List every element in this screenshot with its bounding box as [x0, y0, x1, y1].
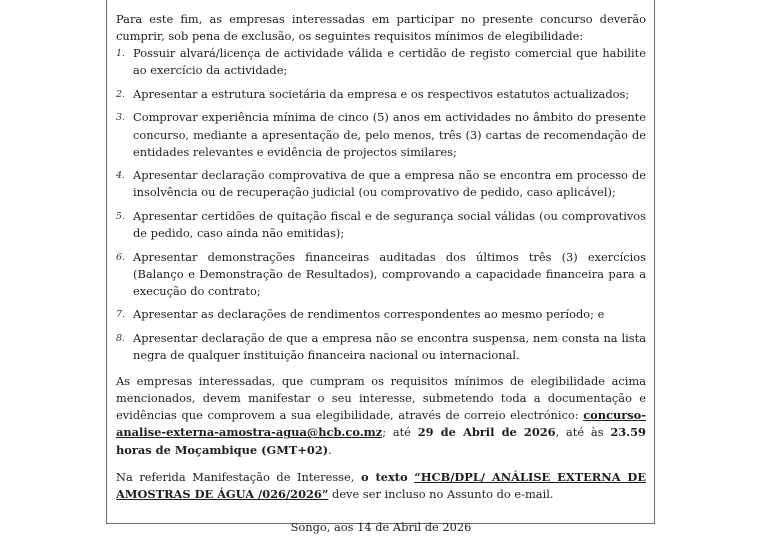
list-item	[116, 330, 646, 364]
email-subject: “HCB/DPL/ ANÁLISE EXTERNA DE AMOSTRAS DE ÁGUA /026/2026”	[116, 469, 646, 501]
list-item	[116, 249, 646, 300]
list-item-number: 2.	[116, 88, 126, 100]
list-item	[116, 45, 646, 79]
submission-text-mid2: , até às	[555, 425, 611, 440]
list-item-number: 3.	[116, 112, 126, 124]
subject-text-before: Na referida Manifestação de Interesse,	[116, 469, 361, 484]
list-item-text: Comprovar experiência mínima de cinco (5) anos em actividades no âmbito do presente concurso, mediante a apresentação de, pelo menos, três (3) cartas de recomendação de entidades relevantes e evidência de projectos similares;	[133, 110, 646, 159]
intro-paragraph: Para este fim, as empresas interessadas em participar no presente concurso deverão cumprir, sob pena de exclusão, os seguintes requisitos mínimos de elegibilidade:	[116, 12, 646, 44]
list-item-text: Apresentar certidões de quitação fiscal e de segurança social válidas (ou comprovativos de pedido, caso ainda não emitidas);	[133, 208, 646, 241]
submission-text: As empresas interessadas, que cumpram os requisitos mínimos de elegibilidade acima mencionados, devem manifestar o seu interesse, submetendo toda a documentação e evidências que comprovem a sua elegibilidade, através de correio electrónico:	[116, 374, 646, 423]
list-item-text: Apresentar as declarações de rendimentos correspondentes ao mesmo período; e	[133, 307, 605, 322]
list-item	[116, 86, 646, 103]
submission-text-end: .	[328, 442, 332, 457]
list-item-number: 7.	[116, 309, 126, 321]
frame-left-border	[106, 0, 107, 524]
deadline-date: 29 de Abril de 2026	[417, 425, 556, 440]
email-link[interactable]: concurso-analise-externa-amostra-agua@hcb.co.mz	[116, 408, 646, 440]
place-date: Songo, aos 14 de Abril de 2026	[290, 519, 472, 534]
list-item-number: 8.	[116, 333, 126, 344]
submission-paragraph	[116, 373, 646, 458]
list-item-text: Apresentar declaração comprovativa de que a empresa não se encontra em processo de insolvência ou de recuperação judicial (ou comprovativo de pedido, caso aplicável);	[133, 168, 646, 200]
list-item-text: Apresentar demonstrações financeiras auditadas dos últimos três (3) exercícios (Balanço e Demonstração de Resultados), comprovando a capacidade financeira para a execução do contrato;	[133, 249, 646, 298]
list-item-number: 4.	[116, 170, 126, 182]
subject-bold-label: o texto	[360, 469, 408, 484]
list-item	[116, 167, 646, 201]
list-item-number: 1.	[116, 48, 126, 60]
list-item	[116, 109, 646, 160]
document-body	[116, 11, 646, 536]
submission-text-mid: ; até	[382, 425, 418, 440]
deadline-time: 23.59 horas de Moçambique (GMT+02)	[116, 425, 646, 457]
subject-text-after: deve ser incluso no Assunto do e-mail.	[328, 486, 554, 501]
list-item-text: Apresentar a estrutura societária da empresa e os respectivos estatutos actualizados;	[133, 86, 630, 101]
list-item-text: Possuir alvará/licença de actividade válida e certidão de registo comercial que habilite ao exercício da actividade;	[133, 46, 646, 78]
list-item-text: Apresentar declaração de que a empresa não se encontra suspensa, nem consta na lista negra de qualquer instituição financeira nacional ou internacional.	[133, 331, 646, 363]
requirements-list	[116, 45, 646, 364]
list-item-number: 6.	[116, 251, 126, 263]
subject-paragraph	[116, 469, 646, 503]
list-item-number: 5.	[116, 210, 126, 222]
list-item	[116, 208, 646, 242]
frame-right-border	[654, 0, 655, 524]
list-item	[116, 306, 646, 323]
